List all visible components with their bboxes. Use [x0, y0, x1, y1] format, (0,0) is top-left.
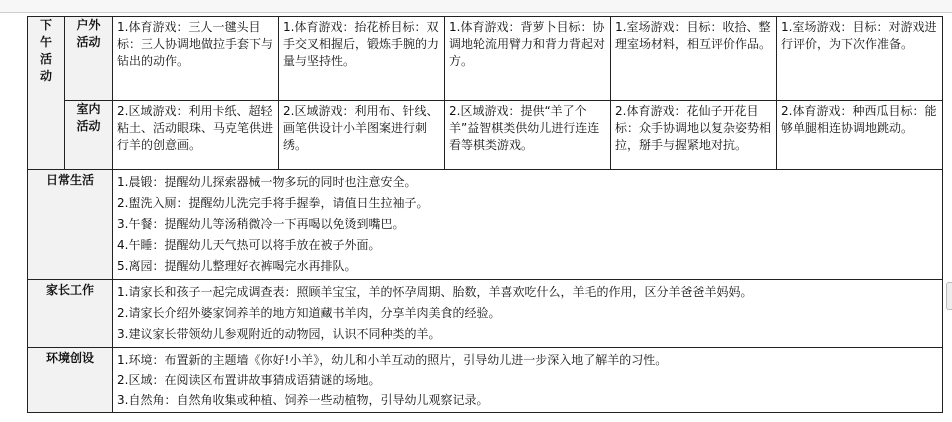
list-item: 3.自然角：自然角收集或种植、饲养一些动植物，引导幼儿观察记录。	[117, 393, 489, 407]
outdoor-label: 户外活动	[65, 17, 113, 101]
list-item: 5.离园：提醒幼儿整理好衣裤喝完水再排队。	[117, 259, 357, 273]
outdoor-activity: 1.体育游戏：抬花桥目标：双手交叉相握后，锻炼手腕的力量与坚持性。	[279, 17, 445, 101]
list-item: 3.午餐：提醒幼儿等汤稍微冷一下再喝以免烫到嘴巴。	[117, 217, 405, 231]
indoor-activity: 2.区域游戏：利用卡纸、超轻粘土、活动眼珠、马克笔供进行羊的创意画。	[113, 101, 279, 170]
list-item: 2.盥洗入厕：提醒幼儿洗完手将手握拳，请值日生拉袖子。	[117, 196, 429, 210]
indoor-activity: 2.体育游戏：花仙子开花目标：众手协调地以复杂姿势相拉，掰手与握紧地对抗。	[611, 101, 777, 170]
afternoon-header: 下午活动	[28, 17, 65, 170]
list-item: 4.午睡：提醒幼儿天气热可以将手放在被子外面。	[117, 238, 381, 252]
daily-life-list	[113, 170, 943, 280]
list-item: 2.请家长介绍外婆家饲养羊的地方知道藏书羊肉，分享羊肉美食的经验。	[117, 306, 501, 320]
environment-header: 环境创设	[28, 348, 113, 413]
outdoor-activity: 1.体育游戏：三人一毽头目标：三人协调地做拉手套下与钻出的动作。	[113, 17, 279, 101]
environment-list	[113, 348, 943, 413]
daily-life-row	[28, 170, 943, 280]
indoor-activity: 2.体育游戏：种西瓜目标：能够单腿相连协调地跳动。	[777, 101, 943, 170]
afternoon-indoor-row	[28, 101, 943, 170]
indoor-label: 室内活动	[65, 101, 113, 170]
parent-work-header: 家长工作	[28, 280, 113, 348]
list-item: 1.晨锻：提醒幼儿探索器械一物多玩的同时也注意安全。	[117, 175, 417, 189]
side-scroll-tab[interactable]	[946, 282, 952, 310]
outdoor-activity: 1.室场游戏：目标：收拾、整理室场材料，相互评价作品。	[611, 17, 777, 101]
afternoon-outdoor-row	[28, 17, 943, 101]
indoor-activity: 2.区域游戏：利用布、针线、画笔供设计小羊图案进行刺绣。	[279, 101, 445, 170]
top-frame-bar	[0, 0, 952, 13]
list-item: 1.环境：布置新的主题墙《你好!小羊》，幼儿和小羊互动的照片，引导幼儿进一步深入地了解羊的习性。	[117, 353, 668, 367]
outdoor-activity: 1.室场游戏：目标：对游戏进行评价，为下次作准备。	[777, 17, 943, 101]
list-item: 2.区域：在阅读区布置讲故事猜成语猜谜的场地。	[117, 373, 381, 387]
indoor-activity: 2.区域游戏：提供“羊了个羊”益智棋类供幼儿进行连连看等棋类游戏。	[445, 101, 611, 170]
daily-life-header: 日常生活	[28, 170, 113, 280]
parent-work-list	[113, 280, 943, 348]
environment-row	[28, 348, 943, 413]
list-item: 1.请家长和孩子一起完成调查表：照顾羊宝宝，羊的怀孕周期、胎数，羊喜欢吃什么，羊毛的作用，区分羊爸爸羊妈妈。	[117, 285, 753, 299]
list-item: 3.建议家长带领幼儿参观附近的动物园，认识不同种类的羊。	[117, 327, 441, 341]
outdoor-activity: 1.体育游戏：背萝卜目标：协调地轮流用臂力和背力背起对方。	[445, 17, 611, 101]
weekly-plan-table	[27, 16, 943, 413]
parent-work-row	[28, 280, 943, 348]
